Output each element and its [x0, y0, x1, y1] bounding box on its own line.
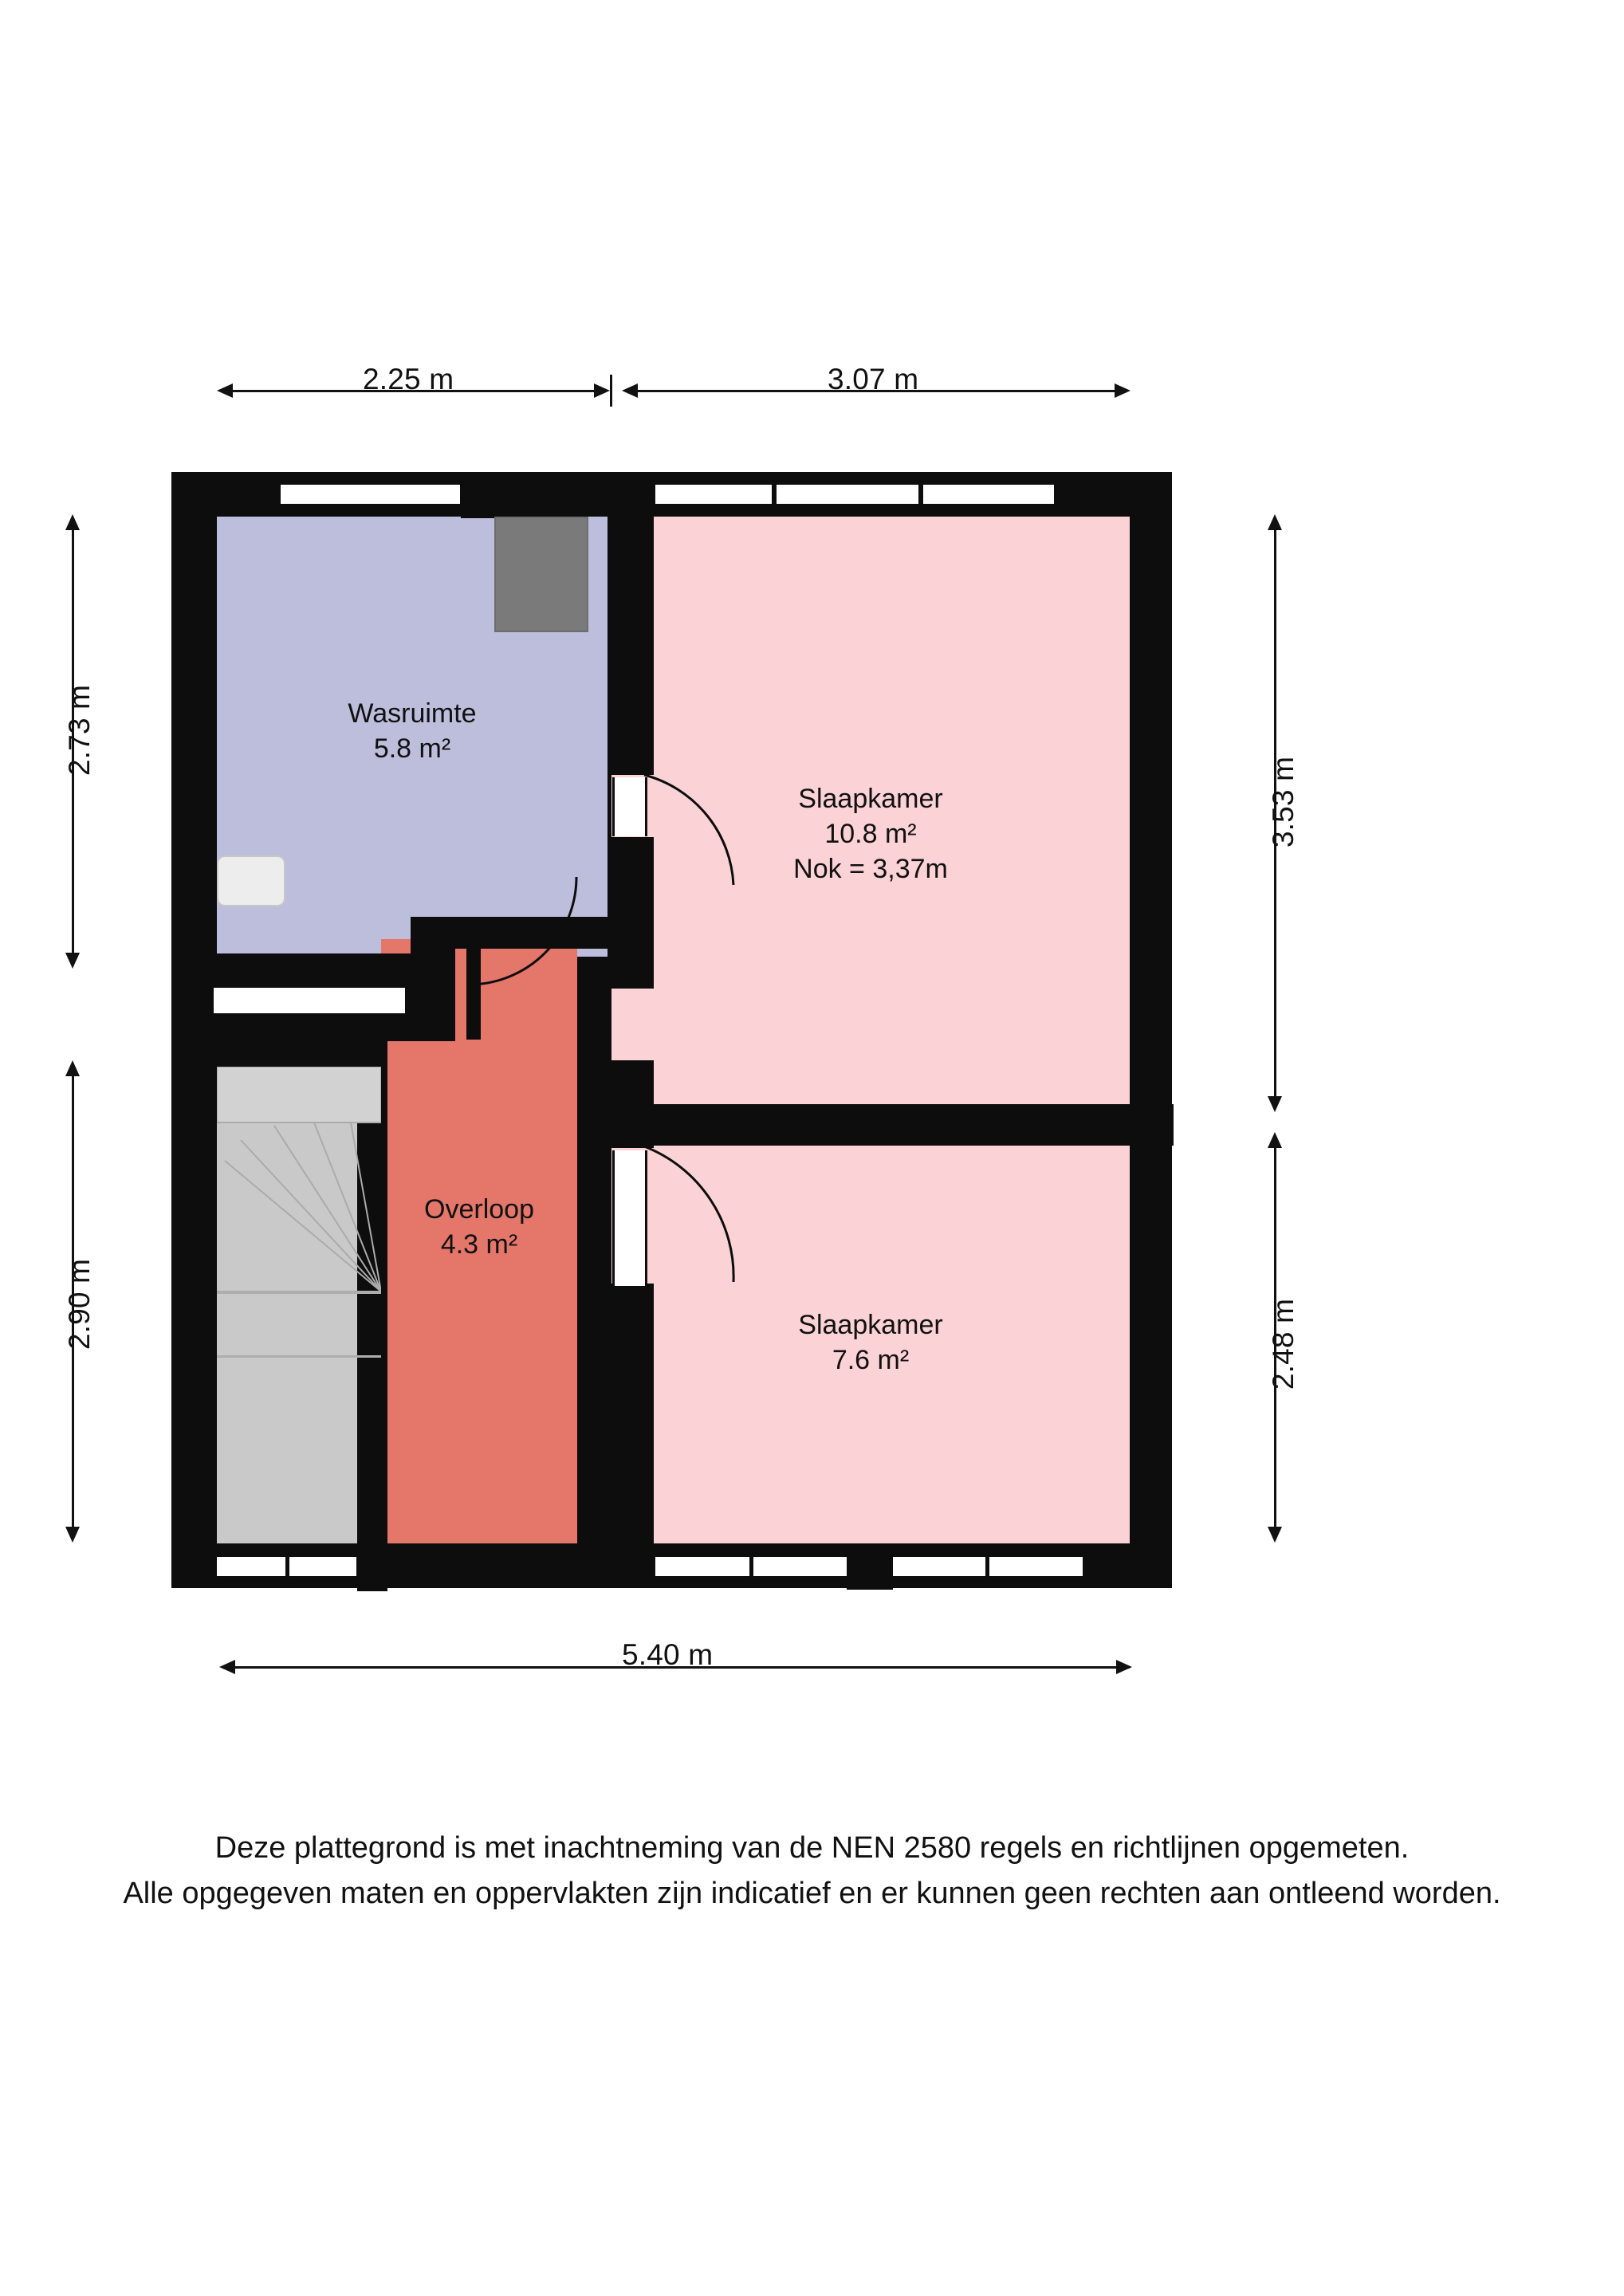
arrowhead-left-lower-start [65, 1060, 80, 1076]
wall-pier-top [461, 472, 507, 518]
window-mullion [749, 1555, 753, 1578]
arrowhead-bottom-start [219, 1660, 235, 1674]
window-bottom-right-b [891, 1555, 1083, 1578]
arrowhead-left-lower-end [65, 1527, 80, 1543]
window-mullion [918, 482, 923, 506]
arrowhead-right-lower-start [1268, 1132, 1282, 1148]
window-mullion [285, 1555, 289, 1578]
window-bottom-left [217, 1555, 356, 1578]
interior-wall-vertical-upper [608, 472, 654, 775]
room-area: 4.3 m² [440, 1229, 518, 1260]
dim-tick-top-mid [610, 375, 612, 407]
room-name: Slaapkamer [798, 784, 943, 814]
disclaimer-line-1: Deze plattegrond is met inachtneming van de NEN 2580 regels en richtlijnen opgemeten. [214, 1831, 1410, 1865]
dim-label-right-lower: 2.48 m [1267, 1298, 1300, 1390]
arrowhead-top-left-start [217, 383, 233, 398]
room-label-wasruimte [253, 696, 572, 766]
arrowhead-top-left-end [594, 383, 610, 398]
arrowhead-right-upper-end [1268, 1096, 1282, 1112]
room-area: 10.8 m² [824, 819, 917, 850]
dim-label-top-left: 2.25 m [363, 363, 454, 395]
dim-label-left-upper: 2.73 m [63, 684, 96, 776]
arrowhead-right-lower-end [1268, 1527, 1282, 1543]
room-area: 5.8 m² [373, 733, 451, 765]
wall-pier-bottom [847, 1543, 893, 1590]
dim-label-right-upper: 3.53 m [1267, 756, 1300, 848]
window-mullion [772, 482, 777, 506]
interior-opening-wasruimte [214, 985, 405, 1016]
disclaimer-text [0, 1826, 1624, 1917]
room-label-overloop [320, 1192, 639, 1262]
dim-label-bottom: 5.40 m [622, 1638, 714, 1671]
stair-step [217, 1292, 381, 1294]
dim-label-top-right: 3.07 m [828, 363, 919, 395]
window-top-wasruimte [281, 482, 460, 506]
arrowhead-top-right-end [1115, 383, 1131, 398]
stair-step [217, 1355, 381, 1358]
room-name: Slaapkamer [798, 1310, 943, 1340]
disclaimer-line-2: Alle opgegeven maten en oppervlakten zijn indicatief en er kunnen geen rechten aan ontleend worden. [123, 1877, 1501, 1910]
arrowhead-top-right-start [622, 383, 638, 398]
room-label-slaapkamer-small [711, 1307, 1030, 1378]
door-swing-wasruimte [461, 837, 612, 997]
arrowhead-left-upper-end [65, 953, 80, 969]
room-label-slaapkamer-large [711, 781, 1030, 887]
room-name: Wasruimte [348, 698, 477, 729]
interior-wall-vertical-bottom [608, 1284, 654, 1588]
room-ridge-height: Nok = 3,37m [793, 854, 948, 885]
window-bottom-right-a [655, 1555, 847, 1578]
window-mullion [985, 1555, 989, 1578]
window-top-slaapkamer [655, 482, 1054, 506]
room-area: 7.6 m² [832, 1345, 910, 1376]
room-name: Overloop [424, 1194, 534, 1225]
dim-label-left-lower: 2.90 m [63, 1258, 96, 1350]
fixture-boiler [494, 517, 588, 632]
arrowhead-right-upper-start [1268, 514, 1282, 530]
fixture-sink [217, 855, 285, 906]
arrowhead-left-upper-start [65, 514, 80, 530]
arrowhead-bottom-end [1116, 1660, 1132, 1674]
door-swing-slaapkamer-small [638, 1140, 805, 1307]
